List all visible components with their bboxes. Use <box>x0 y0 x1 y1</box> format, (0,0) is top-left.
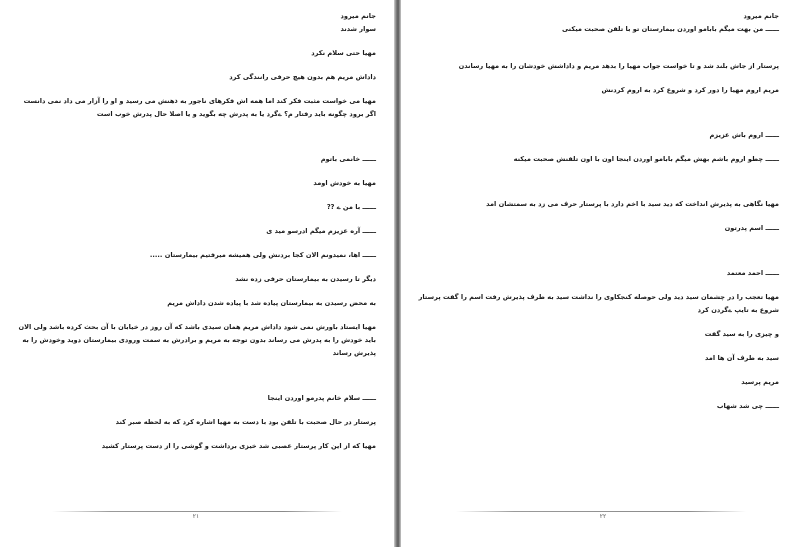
page-right <box>401 0 790 547</box>
paragraph: پرستار در حال صحبت با تلفن بود با دست به مهیا اشاره کرد که به لحظه صبر کند <box>115 418 376 426</box>
dialogue-line: ــــــ با من ے ?? <box>326 203 376 211</box>
paragraph: به محض رسیدن به بیمارستان پیاده شد با پیاده شدن داداش مریم <box>167 299 376 307</box>
page-number: ۲۲ <box>599 513 607 520</box>
paragraph: داداش مریم هم بدون هیچ حرفی رانندگی کرد <box>229 73 376 81</box>
paragraph: مریم اروم مهیا را دور کرد و شروع کرد به اروم کردنش <box>601 86 779 94</box>
paragraph: مهیا حتی سلام نکرد <box>311 49 376 57</box>
paragraph: مریم پرسید <box>741 378 779 386</box>
dialogue-line: ــــــ چی شد شهاب <box>716 402 779 410</box>
paragraph: مهیا که از این کار پرستار عصبی شد خیزی برداشت و گوشی را از دست پرستار کشید <box>101 442 376 450</box>
paragraph: مهیا تعجب را در چشمان سید دید ولی حوصله کنجکاوی را نداشت سید به طرف پذیرش رفت اسم را گفت پرستار شروع به تایپ ےگردن کرد <box>418 293 779 314</box>
footer-rule <box>52 511 342 512</box>
paragraph: پرستار از جاش بلند شد و تا خواست جواب مهیا را بدهد مریم و داداشش خودشان را به مهیا رساندن <box>458 62 779 70</box>
paragraph: دیگر تا رسیدن به بیمارستان حرفی زده نشد <box>235 275 376 283</box>
footer-rule <box>456 511 746 512</box>
paragraph: و چیزی را به سید گفت <box>704 330 779 338</box>
page-left <box>0 0 394 547</box>
page-number: ۲۱ <box>192 513 200 520</box>
page-gutter <box>394 0 401 547</box>
dialogue-line: ــــــ اروم باش عزیزم <box>709 131 779 139</box>
paragraph: مهیا ایستاد باورش نمی شود داداش مریم همان سیدی باشد که آن روز در خیابان با آن بحث کرده باشد ولی الان باید خودش را به پدرش می رساند بدون توجه به مریم و برادرش به سمت ورودی بیمارستان دوید وخودش را به پذیرش رساند <box>18 323 376 357</box>
dialogue-line: ــــــ احمد معتمد <box>726 269 779 277</box>
paragraph: مهیا به خودش اومد <box>313 179 376 187</box>
dialogue-line: ــــــ چطو اروم باشم بهش میگم بابامو اوردن اینجا اون با اون تلفنش صحبت میکنه <box>513 155 779 163</box>
dialogue-line: ــــــ آره عزیزم میگم ادرسو مید ی <box>266 227 376 235</box>
paragraph: مهیا می خواست مثبت فکر کند اما همه اش فکرهای ناجور به ذهنش می رسید و او را آزار می داد نمی دانست اگر برود چگونه باید رفتار م؟ ےگرد یا به پدرش چه بگوید و یا اصلا حال پدرش خوب است <box>23 97 376 118</box>
book-title: جانم میرود <box>340 12 376 20</box>
page-right-text <box>415 10 779 413</box>
paragraph: سید به طرف آن ها امد <box>705 354 779 362</box>
dialogue-line: ــــــ اسم پدرتون <box>724 224 779 232</box>
dialogue-line: ــــــ خانمی باتوم <box>320 155 376 163</box>
dialogue-line: ــــــ سلام خانم پدرمو اوردن اینجا <box>267 394 376 402</box>
dialogue-line: ــــــ اها، نمیدونم الان کجا بردنش ولی همیشه میرفتیم بیمارستان ..... <box>149 251 376 259</box>
paragraph: مهیا نگاهی به پذیرش انداخت که دید سید با اخم دارد با پرستار حرف می زد به سمتشان امد <box>486 200 779 208</box>
page-left-text <box>18 10 376 453</box>
book-title: جانم میرود <box>743 12 779 20</box>
dialogue-line: ــــــ من بهت میگم بابامو اوردن بیمارستان تو با تلفن صحبت میکنی <box>562 25 779 33</box>
paragraph: سوار شدند <box>340 25 376 33</box>
